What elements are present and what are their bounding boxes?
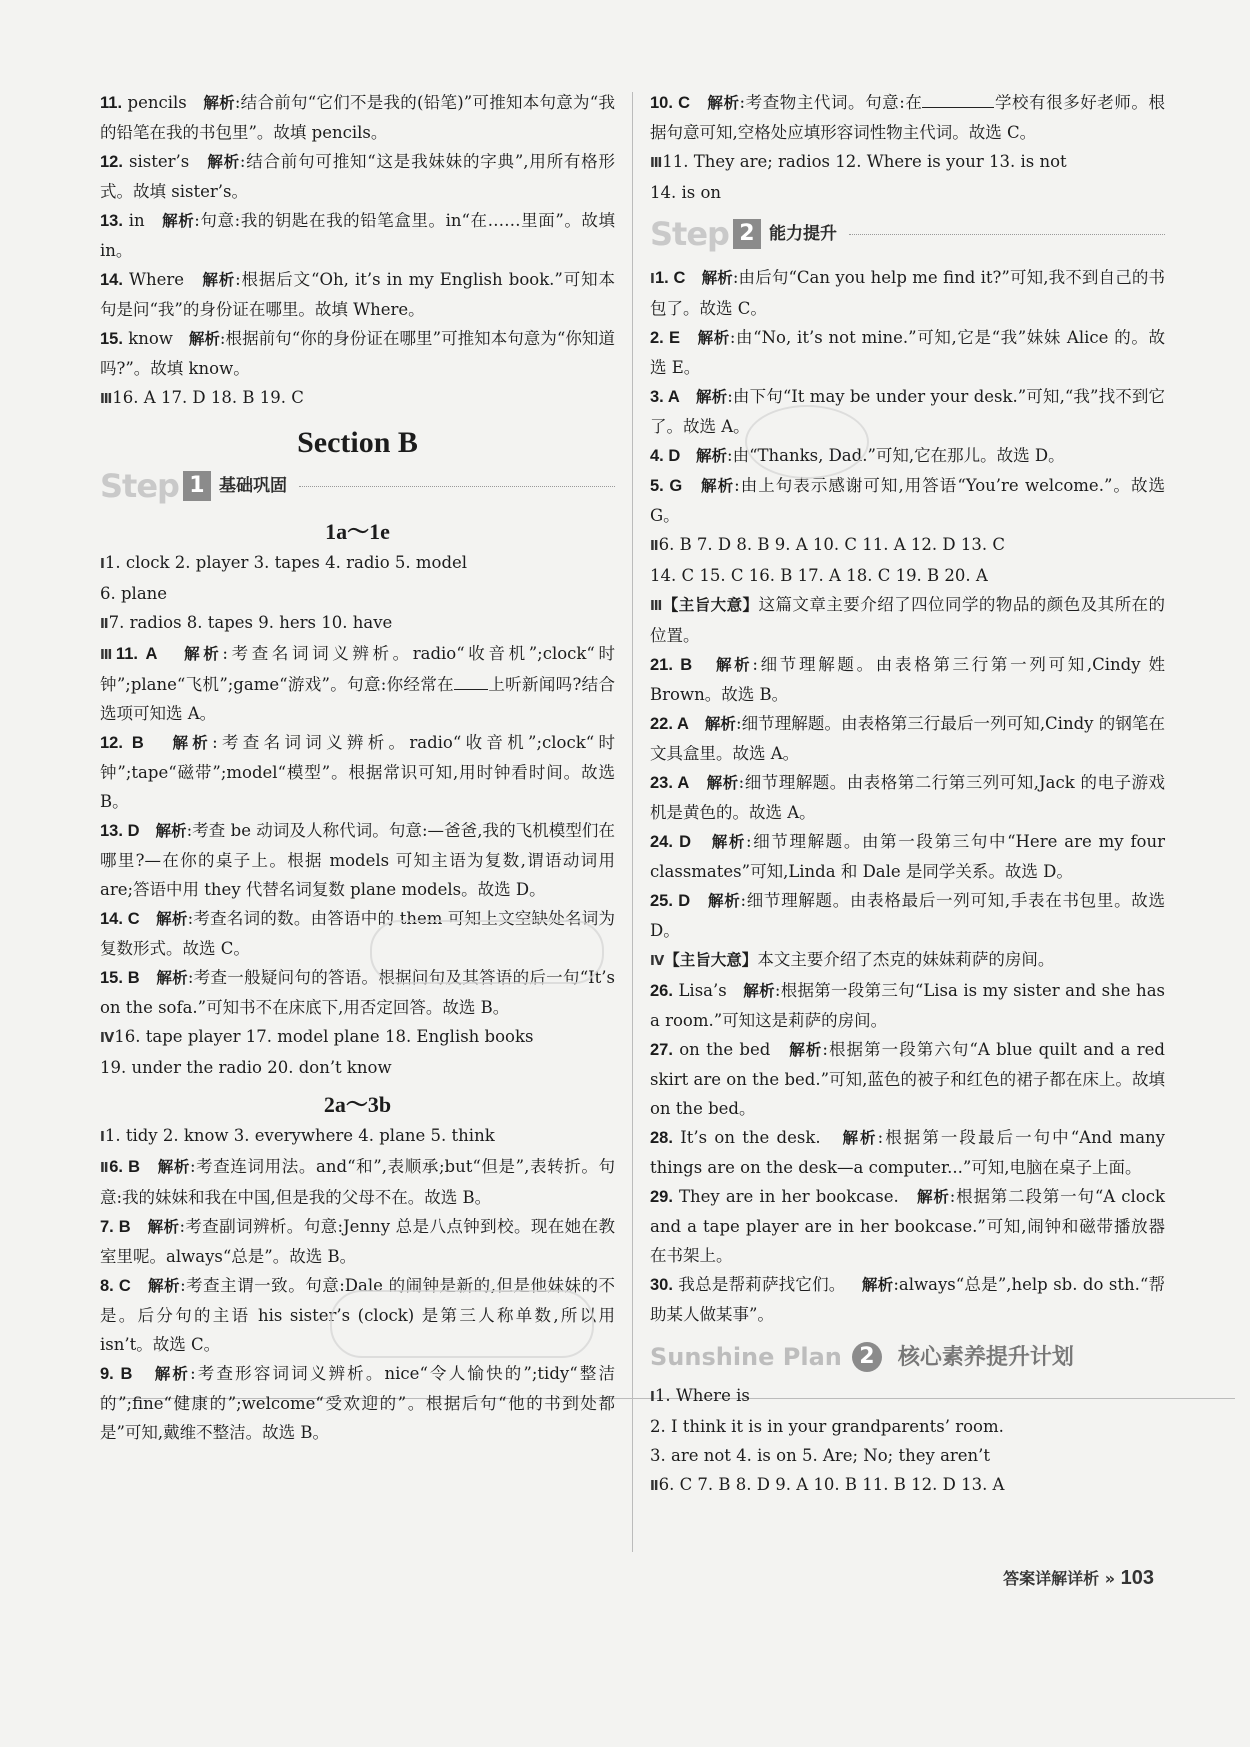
answer-row: 14. C 15. C 16. B 17. A 18. C 19. B 20. A xyxy=(650,566,988,585)
answer-row: 6. plane xyxy=(100,584,168,603)
plan-number-icon: 2 xyxy=(852,1342,882,1372)
footer-label: 答案详解详析 xyxy=(1003,1569,1100,1588)
answer-item: 27. on the bed 解析:根据第一段第六句“A blue quilt and a red skirt are on the bed.”可知,蓝色的被子和红色的裙子都在床上。故填 on the bed。 xyxy=(650,1040,1165,1118)
answer-item: 4. D 解析:由“Thanks, Dad.”可知,它在那儿。故选 D。 xyxy=(650,446,1065,465)
answer-item: 3. A 解析:由下句“It may be under your desk.”可知,“我”找不到它了。故选 A。 xyxy=(650,387,1165,436)
step-2-header xyxy=(650,211,1165,257)
watermark-stamp xyxy=(370,920,604,984)
page-number: 103 xyxy=(1120,1567,1154,1589)
answer-item: 21. B 解析:细节理解题。由表格第三行第一列可知,Cindy 姓 Brown。故选 B。 xyxy=(650,655,1165,704)
answer-item: 8. C 解析:考查主谓一致。句意:Dale 的闹钟是新的,但是他妹妹的不是。后分句的主语 his sister’s (clock) 是第三人称单数,所以用 isn’t。故选 C。 xyxy=(100,1276,615,1354)
section-title: Section B xyxy=(297,426,418,459)
answer-item: 22. A 解析:细节理解题。由表格第三行最后一列可知,Cindy 的钢笔在文具盒里。故选 A。 xyxy=(650,714,1165,763)
step-word: Step xyxy=(100,466,179,505)
main-idea: Ⅲ【主旨大意】这篇文章主要介绍了四位同学的物品的颜色及其所在的位置。 xyxy=(650,595,1165,645)
step-number-icon: 2 xyxy=(733,219,761,249)
answer-item: 14. C 解析:考查名词的数。由答语中的 them 可知上文空缺处名词为复数形式。故选 C。 xyxy=(100,909,616,958)
answer-row: 3. are not 4. is on 5. Are; No; they aren’t xyxy=(650,1446,991,1465)
answer-item: 5. G 解析:由上句表示感谢可知,用答语“You’re welcome.”。故选 G。 xyxy=(650,476,1165,525)
answer-item: 7. B 解析:考查副词辨析。句意:Jenny 总是八点钟到校。现在她在教室里呢。always“总是”。故选 B。 xyxy=(100,1217,615,1266)
answer-row: Ⅱ6. B 7. D 8. B 9. A 10. C 11. A 12. D 13. C xyxy=(650,535,1005,554)
step-label: 能力提升 xyxy=(768,223,837,244)
answer-item: 15. B 解析:考查一般疑问句的答语。根据问句及其答语的后一句“It’s on the sofa.”可知书不在床底下,用否定回答。故选 B。 xyxy=(100,968,615,1017)
answer-item: 11. pencils 解析:结合前句“它们不是我的(铅笔)”可推知本句意为“我的铅笔在我的书包里”。故填 pencils。 xyxy=(100,93,615,142)
watermark-stamp xyxy=(745,405,869,479)
plan-word: Sunshine Plan xyxy=(650,1342,842,1371)
plan-label: 核心素养提升计划 xyxy=(897,1344,1074,1370)
answer-row: Ⅰ1. clock 2. player 3. tapes 4. radio 5. model xyxy=(100,553,468,572)
left-column xyxy=(100,88,615,1447)
step-word: Step xyxy=(650,214,729,253)
answer-item: 9. B 解析:考查形容词词义辨析。nice“令人愉快的”;tidy“整洁的”;fine“健康的”;welcome“受欢迎的”。根据后句“他的书到处都是”可知,戴维不整洁。故选 B。 xyxy=(100,1364,615,1442)
answer-row: Ⅰ1. tidy 2. know 3. everywhere 4. plane 5. think xyxy=(100,1126,495,1145)
answer-item: 29. They are in her bookcase. 解析:根据第二段第一句“A clock and a tape player are in her bookcase.”可知,闹钟和磁带播放器在书架上。 xyxy=(650,1187,1165,1265)
answer-row: Ⅰ1. Where is xyxy=(650,1386,750,1405)
roman-numeral-mark: Ⅲ xyxy=(100,392,113,407)
answer-item: 25. D 解析:细节理解题。由表格最后一列可知,手表在书包里。故选 D。 xyxy=(650,891,1165,940)
answer-item: 28. It’s on the desk. 解析:根据第一段最后一句中“And many things are on the desk—a computer...”可知,电脑在桌子上面。 xyxy=(650,1128,1165,1177)
answer-row: 2. I think it is in your grandparents’ room. xyxy=(650,1417,1004,1436)
answer-item: 13. D 解析:考查 be 动词及人称代词。句意:—爸爸,我的飞机模型们在哪里?—在你的桌子上。根据 models 可知主语为复数,谓语动词用 are;答语中用 they 代替名词复数 plane models。故选 D。 xyxy=(100,821,615,899)
watermark-stamp xyxy=(330,1290,594,1358)
answer-item: 14. Where 解析:根据后文“Oh, it’s in my English book.”可知本句是问“我”的身份证在哪里。故填 Where。 xyxy=(100,270,615,319)
answer-item: 15. know 解析:根据前句“你的身份证在哪里”可推知本句意为“你知道吗?”。故填 know。 xyxy=(100,329,615,378)
answer-item: 30. 我总是帮莉萨找它们。 解析:always“总是”,help sb. do sth.“帮助某人做某事”。 xyxy=(650,1275,1166,1324)
answer-item: Ⅱ6. B 解析:考查连词用法。and“和”,表顺承;but“但是”,表转折。句意:我的妹妹和我在中国,但是我的父母不在。故选 B。 xyxy=(100,1157,615,1207)
answer-item: 10. C 解析:考查物主代词。句意:在 学校有很多好老师。根据句意可知,空格处应填形容词性物主代词。故选 C。 xyxy=(650,93,1165,142)
answer-item: Ⅲ11. A 解析:考查名词词义辨析。radio“收音机”;clock“时钟”;plane“飞机”;game“游戏”。句意:你经常在 上听新闻吗?结合选项可知选 A。 xyxy=(100,644,615,723)
main-idea: Ⅳ【主旨大意】本文主要介绍了杰克的妹妹莉萨的房间。 xyxy=(650,950,1055,969)
step-number-icon: 1 xyxy=(183,471,211,501)
answer-item: 13. in 解析:句意:我的钥匙在我的铅笔盒里。in“在……里面”。故填 in。 xyxy=(100,211,615,260)
fill-blank xyxy=(922,93,994,108)
page-footer xyxy=(1003,1566,1154,1590)
answer-item: 24. D 解析:细节理解题。由第一段第三句中“Here are my four classmates”可知,Linda 和 Dale 是同学关系。故选 D。 xyxy=(650,832,1165,881)
double-chevron-icon: » xyxy=(1104,1569,1116,1588)
sunshine-plan-header xyxy=(650,1335,1165,1379)
answer-row: Ⅲ11. They are; radios 12. Where is your 13. is not xyxy=(650,152,1067,171)
dotted-rule xyxy=(849,233,1165,235)
answer-item: Ⅰ1. C 解析:由后句“Can you help me find it?”可知,我不到自己的书包了。故选 C。 xyxy=(650,268,1165,318)
dotted-rule xyxy=(299,485,615,487)
answer-row: 14. is on xyxy=(650,183,722,202)
step-1-header xyxy=(100,463,615,509)
subsection-title: 2a～3b xyxy=(323,1092,392,1117)
answer-row: Ⅱ6. C 7. B 8. D 9. A 10. B 11. B 12. D 13. A xyxy=(650,1475,1005,1494)
answer-row: Ⅱ7. radios 8. tapes 9. hers 10. have xyxy=(100,613,393,632)
subsection-title: 1a～1e xyxy=(325,519,390,544)
column-divider xyxy=(632,92,633,1552)
answer-row: Ⅳ16. tape player 17. model plane 18. English books xyxy=(100,1027,534,1046)
answer-item: 12. B 解析:考查名词词义辨析。radio“收音机”;clock“时钟”;tape“磁带”;model“模型”。根据常识可知,用时钟看时间。故选 B。 xyxy=(100,733,615,811)
fill-blank xyxy=(454,675,488,690)
right-column xyxy=(650,88,1165,1501)
answer-item: 26. Lisa’s 解析:根据第一段第三句“Lisa is my sister and she has a room.”可知这是莉萨的房间。 xyxy=(650,981,1165,1030)
step-label: 基础巩固 xyxy=(218,475,287,496)
answer-item: 2. E 解析:由“No, it’s not mine.”可知,它是“我”妹妹 Alice 的。故选 E。 xyxy=(650,328,1165,377)
answer-row: Ⅲ16. A 17. D 18. B 19. C xyxy=(100,388,304,407)
answer-item: 12. sister’s 解析:结合前句可推知“这是我妹妹的字典”,用所有格形式。故填 sister’s。 xyxy=(100,152,615,201)
answer-item: 23. A 解析:细节理解题。由表格第二行第三列可知,Jack 的电子游戏机是黄色的。故选 A。 xyxy=(650,773,1165,822)
answer-row: 19. under the radio 20. don’t know xyxy=(100,1058,392,1077)
